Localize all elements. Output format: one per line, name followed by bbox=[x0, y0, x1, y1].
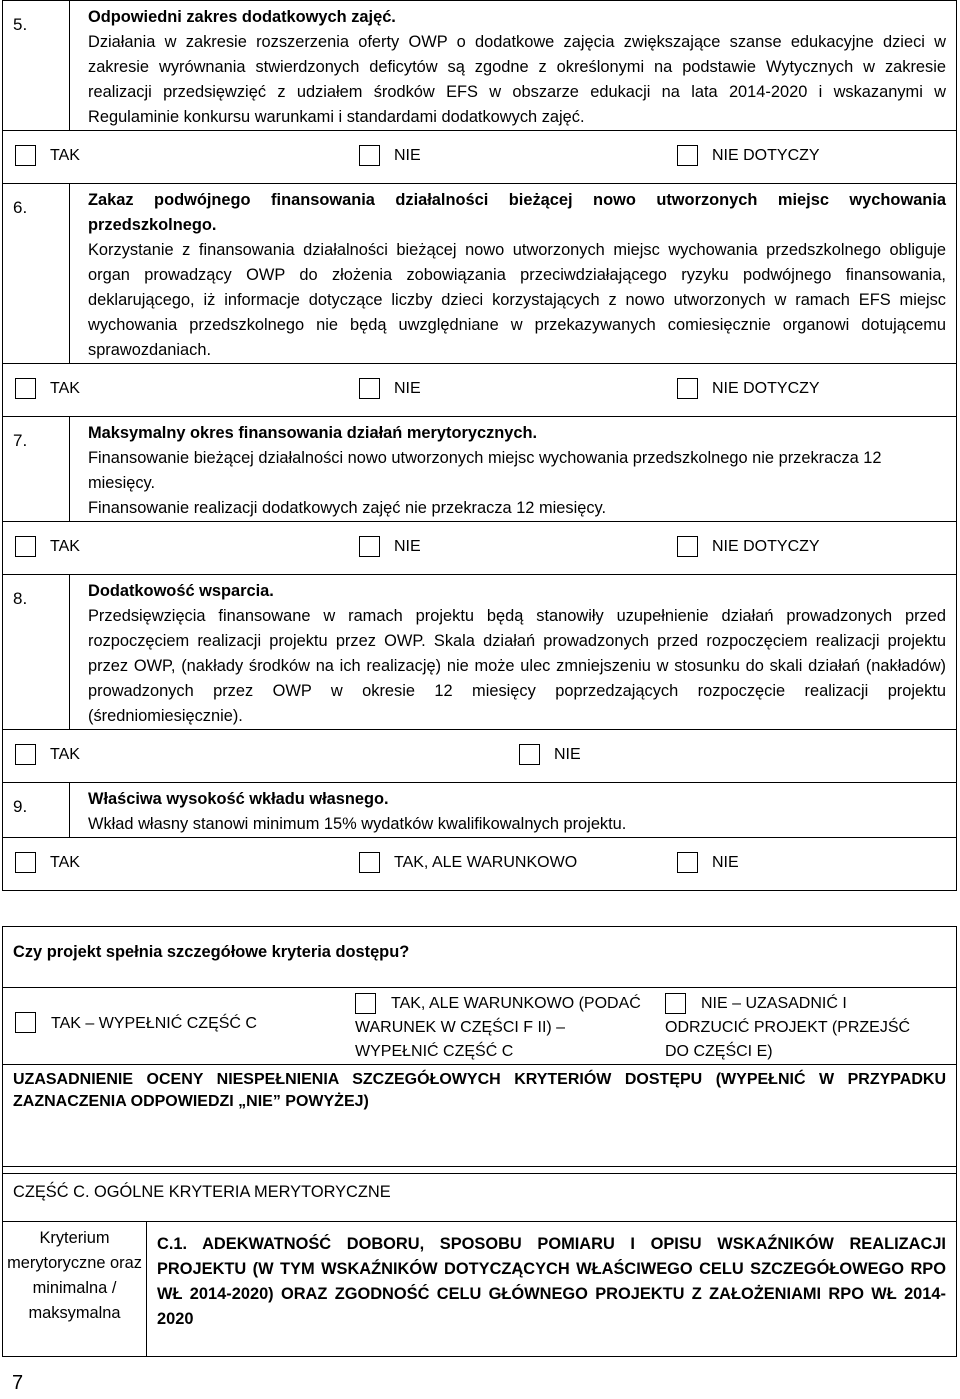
option-nie-dotyczy[interactable]: NIE DOTYCZY bbox=[677, 378, 820, 399]
option-tak[interactable]: TAK bbox=[15, 536, 80, 557]
criteria-table bbox=[2, 0, 957, 891]
criterion-text bbox=[70, 1, 957, 131]
summary-option-yes[interactable]: TAK – WYPEŁNIĆ CZĘŚĆ C bbox=[3, 988, 344, 1065]
option-nie-dotyczy[interactable]: NIE DOTYCZY bbox=[677, 145, 820, 166]
option-tak[interactable]: TAK bbox=[15, 145, 80, 166]
page-number: 7 bbox=[12, 1372, 24, 1394]
criterion-number: 6. bbox=[3, 184, 70, 364]
criterion-body-line: Finansowanie bieżącej działalności nowo utworzonych miejsc wychowania przedszkolnego nie przekracza 12 miesięcy. bbox=[88, 449, 882, 492]
justification-heading: UZASADNIENIE OCENY NIESPEŁNIENIA SZCZEGÓŁOWYCH KRYTERIÓW DOSTĘPU (WYPEŁNIĆ W PRZYPADKU ZAZNACZENIA ODPOWIEDZI „NIE” POWYŻEJ) bbox=[13, 1071, 946, 1110]
criterion-text bbox=[70, 184, 957, 364]
criterion-options bbox=[3, 730, 957, 783]
option-nie[interactable]: NIE bbox=[359, 536, 421, 557]
criterion-options bbox=[3, 131, 957, 184]
part-c-table bbox=[2, 1166, 957, 1357]
checkbox[interactable] bbox=[677, 852, 698, 873]
option-tak[interactable]: TAK bbox=[15, 744, 80, 765]
checkbox[interactable] bbox=[359, 536, 380, 557]
criterion-text bbox=[70, 417, 957, 522]
criterion-text bbox=[70, 575, 957, 730]
criterion-number: 9. bbox=[3, 783, 70, 838]
option-nie[interactable]: NIE bbox=[359, 378, 421, 399]
option-nie[interactable]: NIE bbox=[359, 145, 421, 166]
option-tak[interactable]: TAK bbox=[15, 378, 80, 399]
justification-field[interactable] bbox=[3, 1065, 957, 1174]
criterion-body: Wkład własny stanowi minimum 15% wydatków kwalifikowalnych projektu. bbox=[88, 815, 627, 833]
checkbox[interactable] bbox=[359, 145, 380, 166]
criterion-title: Maksymalny okres finansowania działań merytorycznych. bbox=[88, 424, 538, 442]
checkbox[interactable] bbox=[15, 852, 36, 873]
criterion-c1-title: C.1. ADEKWATNOŚĆ DOBORU, SPOSOBU POMIARU I OPISU WSKAŹNIKÓW REALIZACJI PROJEKTU (W TYM WSKAŹNIKÓW DOTYCZĄCYCH WŁAŚCIWEGO CELU SZCZEGÓŁOWEGO RPO WŁ 2014-2020) ORAZ ZGODNOŚĆ CELU GŁÓWNEGO PROJEKTU Z ZAŁOŻENIAMI RPO WŁ 2014-2020 bbox=[147, 1222, 957, 1357]
criterion-number: 7. bbox=[3, 417, 70, 522]
criterion-text bbox=[70, 783, 957, 838]
summary-option-conditional[interactable]: TAK, ALE WARUNKOWO (PODAĆ WARUNEK W CZĘŚCI F II) – WYPEŁNIĆ CZĘŚĆ C bbox=[343, 988, 653, 1065]
summary-table bbox=[2, 926, 957, 1188]
criterion-body: Przedsięwzięcia finansowane w ramach projektu będą stanowiły uzupełnienie działań prowadzonych przed rozpoczęciem realizacji projektu przez OWP. Skala działań prowadzonych przed rozpoczęciem realizacji projektu przez OWP, (nakłady środków na ich realizację) nie może ulec zmniejszeniu w stosunku do skali działań (nakładów) prowadzonych przez OWP w okresie 12 miesięcy poprzedzających rozpoczęcie realizacji projektu (średniomiesięcznie). bbox=[88, 607, 946, 725]
checkbox[interactable] bbox=[677, 145, 698, 166]
criterion-title: Właściwa wysokość wkładu własnego. bbox=[88, 790, 389, 808]
checkbox[interactable] bbox=[15, 1012, 36, 1033]
criterion-body-line: Finansowanie realizacji dodatkowych zajęć nie przekracza 12 miesięcy. bbox=[88, 499, 607, 517]
checkbox[interactable] bbox=[15, 536, 36, 557]
checkbox[interactable] bbox=[15, 744, 36, 765]
checkbox[interactable] bbox=[15, 378, 36, 399]
checkbox[interactable] bbox=[359, 378, 380, 399]
checkbox[interactable] bbox=[665, 993, 686, 1014]
checkbox[interactable] bbox=[355, 993, 376, 1014]
criterion-number: 8. bbox=[3, 575, 70, 730]
summary-question: Czy projekt spełnia szczegółowe kryteria dostępu? bbox=[3, 927, 957, 988]
criterion-label: Kryterium merytoryczne oraz minimalna / maksymalna bbox=[3, 1222, 147, 1357]
criterion-number: 5. bbox=[3, 1, 70, 131]
part-c-heading: CZĘŚĆ C. OGÓLNE KRYTERIA MERYTORYCZNE bbox=[3, 1167, 957, 1222]
checkbox[interactable] bbox=[359, 852, 380, 873]
criterion-options bbox=[3, 364, 957, 417]
criterion-body: Korzystanie z finansowania działalności bieżącej nowo utworzonych miejsc wychowania przedszkolnego obliguje organ prowadzący OWP do złożenia zobowiązania przeciwdziałającego ryzyku podwójnego finansowania, deklarującego, iż informacje dotyczące liczby dzieci korzystających z nowo utworzonych w ramach EFS miejsc wychowania przedszkolnego nie będą uwzględniane w przekazywanych comiesięcznie organowi dotującemu sprawozdaniach. bbox=[88, 241, 946, 359]
option-nie-dotyczy[interactable]: NIE DOTYCZY bbox=[677, 536, 820, 557]
option-nie[interactable]: NIE bbox=[677, 852, 739, 873]
checkbox[interactable] bbox=[677, 378, 698, 399]
checkbox[interactable] bbox=[519, 744, 540, 765]
criterion-body: Działania w zakresie rozszerzenia oferty OWP o dodatkowe zajęcia zwiększające szanse edukacyjne dzieci w zakresie wyrównania stwierdzonych deficytów są zgodne z określonymi na podstawie Wytycznych w zakresie realizacji przedsięwzięć z udziałem środków EFS w obszarze edukacji na lata 2014-2020 i wskazanymi w Regulaminie konkursu warunkami i standardami dodatkowych zajęć. bbox=[88, 33, 946, 126]
option-tak[interactable]: TAK bbox=[15, 852, 80, 873]
checkbox[interactable] bbox=[677, 536, 698, 557]
criterion-options bbox=[3, 522, 957, 575]
checkbox[interactable] bbox=[15, 145, 36, 166]
criterion-options bbox=[3, 838, 957, 891]
summary-option-no[interactable]: NIE – UZASADNIĆ I ODRZUCIĆ PROJEKT (PRZEJŚĆ DO CZĘŚCI E) bbox=[653, 988, 957, 1065]
criterion-title: Odpowiedni zakres dodatkowych zajęć. bbox=[88, 8, 396, 26]
option-tak-ale-warunkowo[interactable]: TAK, ALE WARUNKOWO bbox=[359, 852, 577, 873]
criterion-title: Dodatkowość wsparcia. bbox=[88, 582, 274, 600]
option-nie[interactable]: NIE bbox=[519, 744, 581, 765]
criterion-title: Zakaz podwójnego finansowania działalności bieżącej nowo utworzonych miejsc wychowania przedszkolnego. bbox=[88, 191, 946, 234]
